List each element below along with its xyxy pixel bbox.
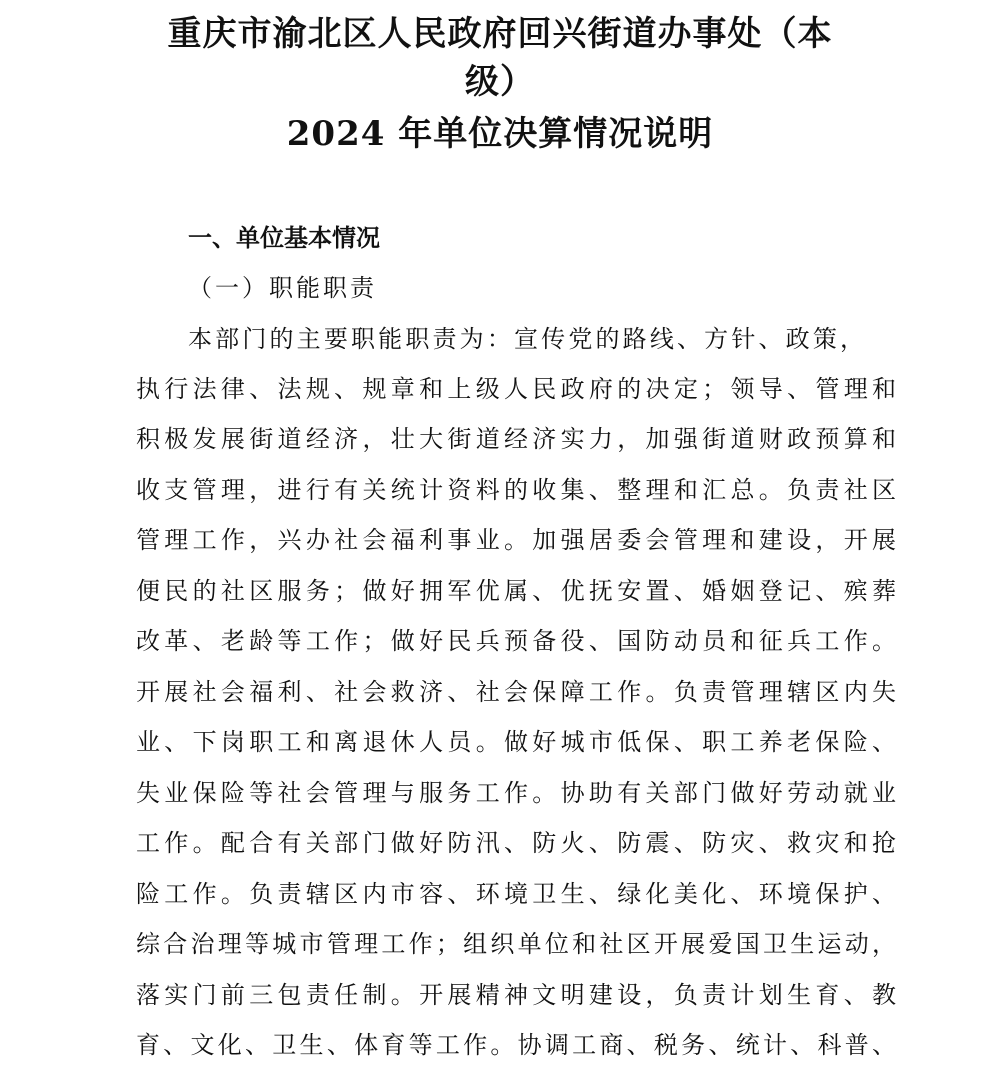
body-line: 改革、老龄等工作；做好民兵预备役、国防动员和征兵工作。 — [136, 627, 896, 655]
body-line: 业、下岗职工和离退休人员。做好城市低保、职工养老保险、 — [136, 728, 896, 756]
document-title-line-1: 重庆市渝北区人民政府回兴街道办事处（本 — [167, 14, 833, 54]
document-title-line-2: 级） — [465, 62, 535, 102]
body-line: 落实门前三包责任制。开展精神文明建设，负责计划生育、教 — [136, 981, 896, 1009]
section-heading-basic-info: 一、单位基本情况 — [188, 224, 380, 252]
body-line: 开展社会福利、社会救济、社会保障工作。负责管理辖区内失 — [136, 678, 896, 706]
body-line: 便民的社区服务；做好拥军优属、优抚安置、婚姻登记、殡葬 — [136, 577, 896, 605]
body-line: 积极发展街道经济，壮大街道经济实力，加强街道财政预算和 — [136, 425, 896, 453]
body-line: 执行法律、法规、规章和上级人民政府的决定；领导、管理和 — [136, 375, 896, 403]
body-line: 综合治理等城市管理工作；组织单位和社区开展爱国卫生运动， — [136, 930, 896, 958]
body-line: 管理工作，兴办社会福利事业。加强居委会管理和建设，开展 — [136, 526, 896, 554]
body-line: 收支管理，进行有关统计资料的收集、整理和汇总。负责社区 — [136, 476, 896, 504]
body-line: 失业保险等社会管理与服务工作。协助有关部门做好劳动就业 — [136, 779, 896, 807]
document-title-line-3: 2024 年单位决算情况说明 — [286, 114, 714, 154]
subsection-heading-functions: （一）职能职责 — [188, 274, 377, 302]
body-line: 本部门的主要职能职责为：宣传党的路线、方针、政策， — [188, 325, 864, 353]
body-line: 育、文化、卫生、体育等工作。协调工商、税务、统计、科普、 — [136, 1031, 896, 1059]
body-line: 工作。配合有关部门做好防汛、防火、防震、防灾、救灾和抢 — [136, 829, 896, 857]
body-line: 险工作。负责辖区内市容、环境卫生、绿化美化、环境保护、 — [136, 880, 896, 908]
